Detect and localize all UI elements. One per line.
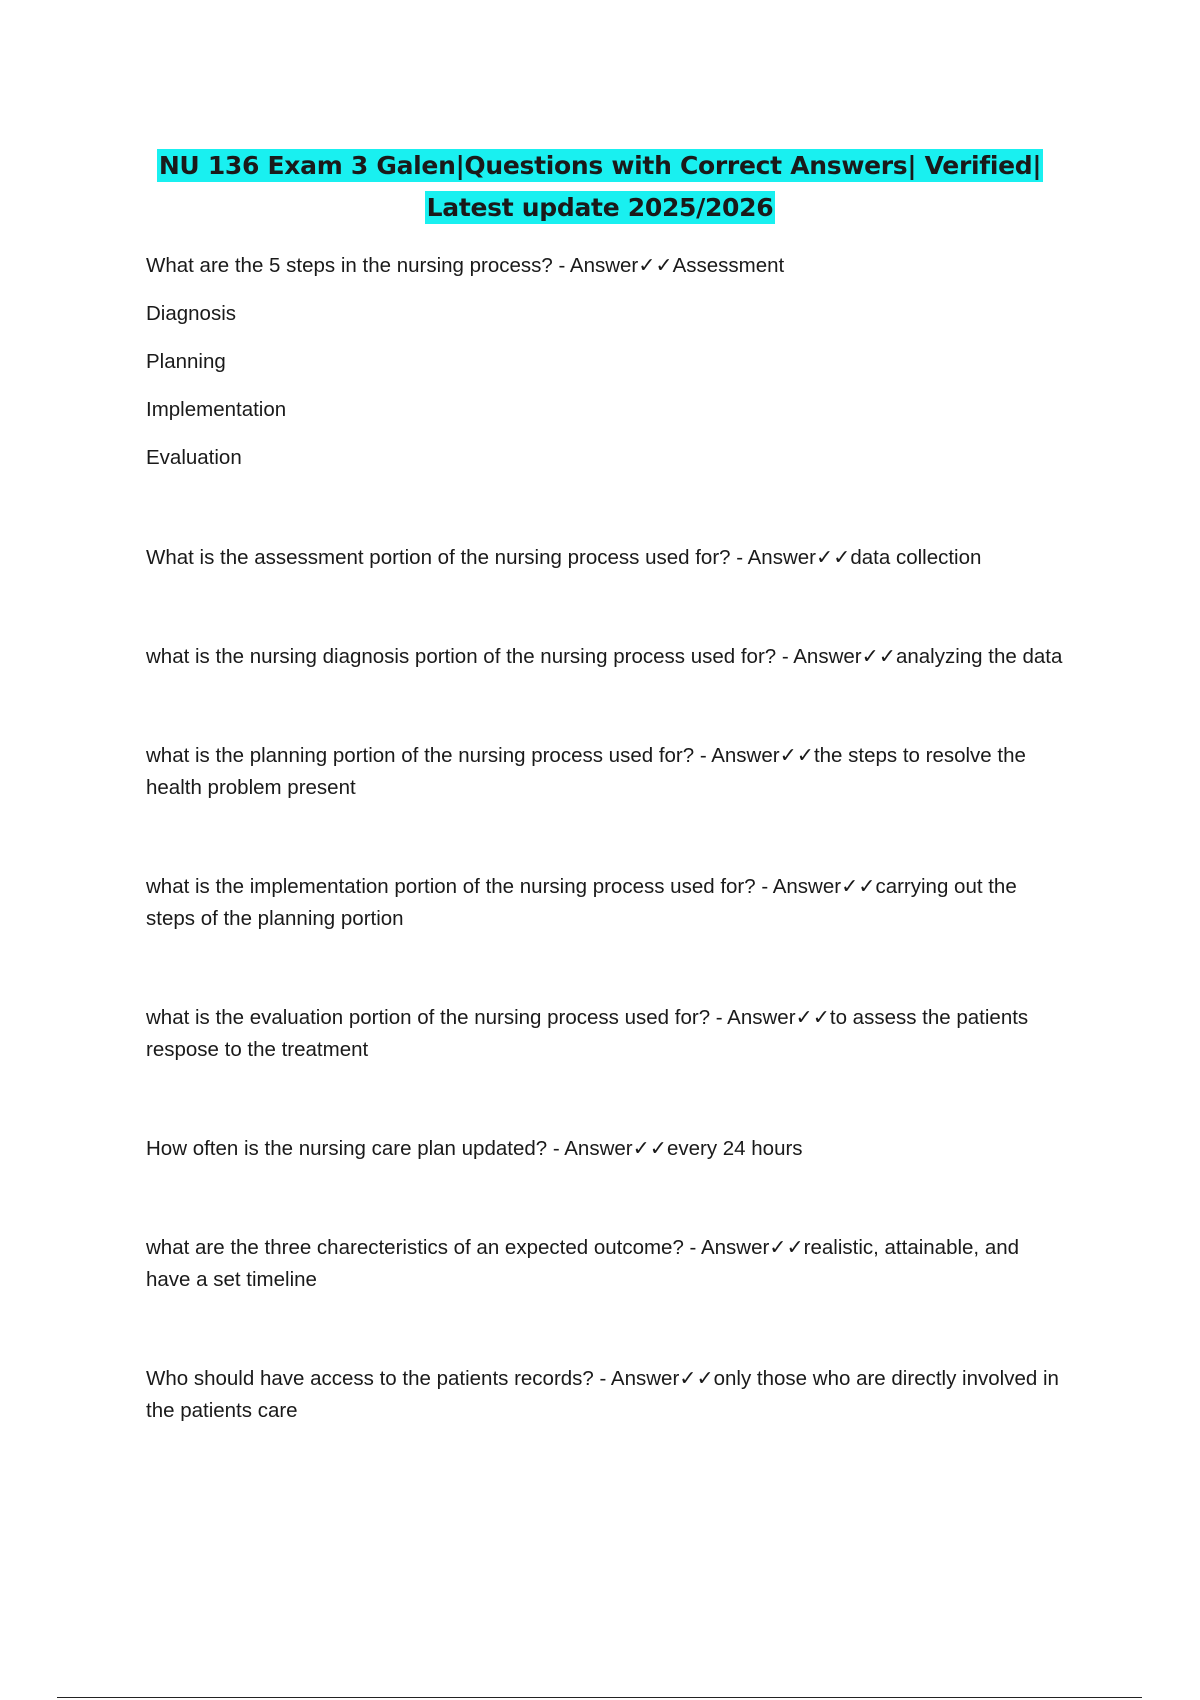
title-line-1: NU 136 Exam 3 Galen|Questions with Correct Answers| Verified| [158, 151, 1042, 180]
qa-item: What is the assessment portion of the nursing process used for? - Answer✓✓data collection [146, 546, 982, 569]
step-implementation: Implementation [146, 398, 287, 421]
step-diagnosis: Diagnosis [146, 302, 237, 325]
qa-item: what is the implementation portion of the nursing process used for? - Answer✓✓carrying out the steps of the planning portion [146, 875, 1017, 930]
spacer [146, 1165, 1066, 1232]
title-line-2: Latest update 2025/2026 [426, 193, 774, 222]
qa-item: what is the planning portion of the nursing process used for? - Answer✓✓the steps to resolve the health problem present [146, 744, 1026, 799]
qa-item: How often is the nursing care plan updated? - Answer✓✓every 24 hours [146, 1137, 803, 1160]
qa-item: what are the three charecteristics of an expected outcome? - Answer✓✓realistic, attainable, and have a set timeline [146, 1236, 1020, 1291]
spacer [146, 474, 1066, 542]
spacer [146, 935, 1066, 1002]
spacer [146, 673, 1066, 740]
question-steps: What are the 5 steps in the nursing process? - Answer✓✓Assessment [146, 254, 785, 277]
document-title [100, 145, 1100, 229]
spacer [146, 1296, 1066, 1363]
step-evaluation: Evaluation [146, 446, 242, 469]
qa-item: what is the evaluation portion of the nursing process used for? - Answer✓✓to assess the patients respose to the treatment [146, 1006, 1029, 1061]
step-planning: Planning [146, 350, 226, 373]
question-list [146, 250, 1066, 1427]
qa-item: what is the nursing diagnosis portion of the nursing process used for? - Answer✓✓analyzing the data [146, 645, 1063, 668]
qa-item: Who should have access to the patients records? - Answer✓✓only those who are directly involved in the patients care [146, 1367, 1059, 1422]
spacer [146, 804, 1066, 871]
page-bottom-rule [57, 1697, 1142, 1698]
spacer [146, 574, 1066, 641]
spacer [146, 1066, 1066, 1133]
